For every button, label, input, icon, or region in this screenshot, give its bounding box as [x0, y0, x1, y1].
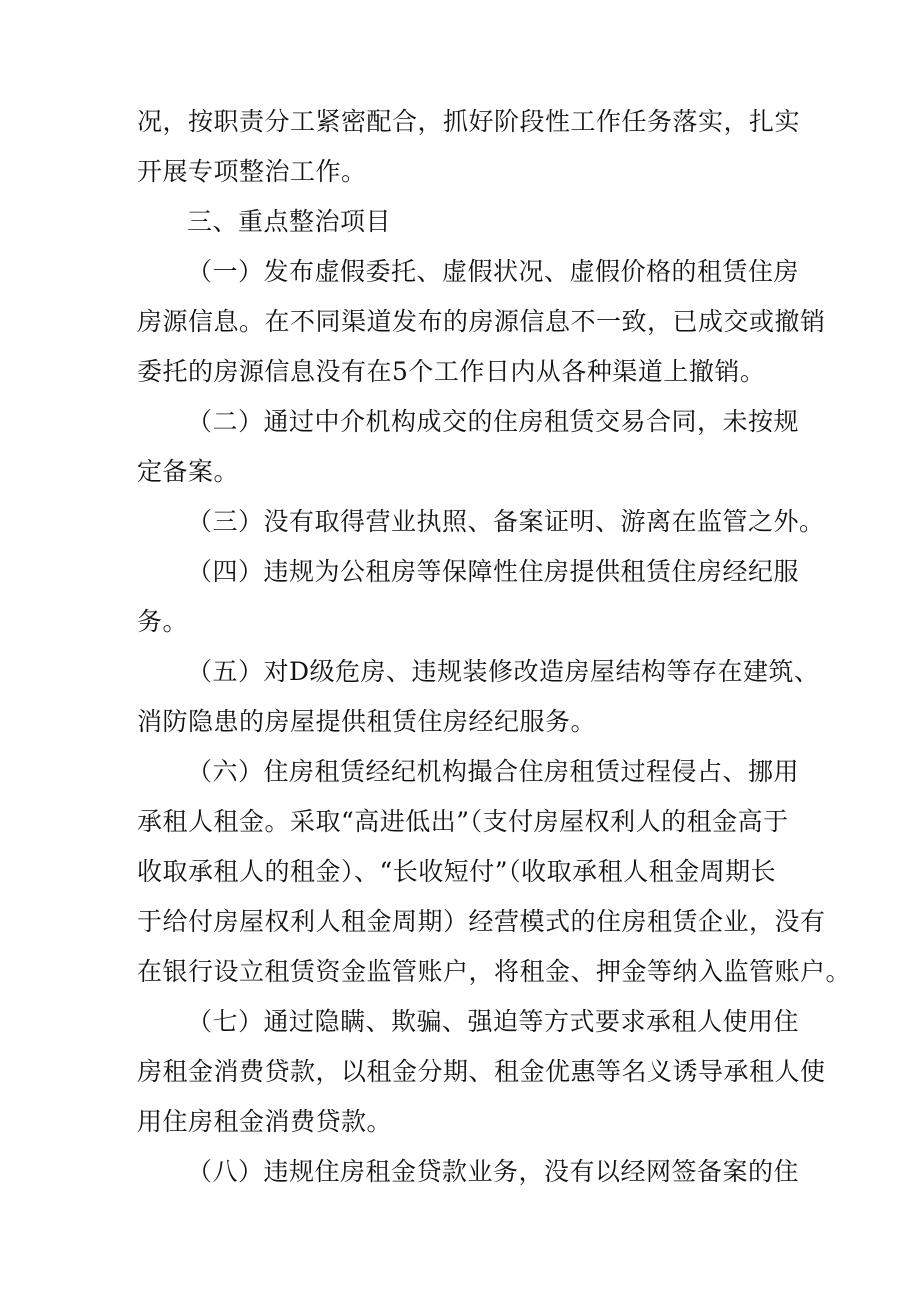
- paragraph-line: 承租人租金。采取“高进低出”（支付房屋权利人的租金高于: [137, 807, 789, 836]
- paragraph-line: （五）对D级危房、违规装修改造房屋结构等存在建筑、: [187, 657, 820, 686]
- paragraph-line: 用住房租金消费贷款。: [137, 1107, 393, 1136]
- paragraph-line: （八）违规住房租金贷款业务，没有以经网签备案的住: [187, 1157, 800, 1186]
- paragraph-line: （六）住房租赁经纪机构撮合住房租赁过程侵占、挪用: [187, 757, 800, 786]
- paragraph-line: （三）没有取得营业执照、备案证明、游离在监管之外。: [187, 507, 825, 536]
- paragraph-line: （二）通过中介机构成交的住房租赁交易合同，未按规: [187, 407, 800, 436]
- paragraph-line: （七）通过隐瞒、欺骗、强迫等方式要求承租人使用住: [187, 1007, 800, 1036]
- paragraph-line: 务。: [137, 607, 189, 636]
- paragraph-line: 定备案。: [137, 457, 240, 486]
- paragraph-line: （一）发布虚假委托、虚假状况、虚假价格的租赁住房: [187, 257, 800, 286]
- paragraph-line: 房租金消费贷款，以租金分期、租金优惠等名义诱导承租人使: [137, 1057, 826, 1086]
- paragraph-line: 委托的房源信息没有在5个工作日内从各种渠道上撤销。: [137, 357, 766, 386]
- paragraph-line: 在银行设立租赁资金监管账户，将租金、押金等纳入监管账户。: [137, 957, 852, 986]
- section-heading: 三、重点整治项目: [187, 207, 392, 236]
- paragraph-line: 收取承租人的租金）、“长收短付”（收取承租人租金周期长: [137, 857, 777, 886]
- paragraph-line: 况，按职责分工紧密配合，抓好阶段性工作任务落实，扎实: [137, 107, 801, 136]
- paragraph-line: 开展专项整治工作。: [137, 157, 367, 186]
- paragraph-line: 消防隐患的房屋提供租赁住房经纪服务。: [137, 707, 597, 736]
- paragraph-line: （四）违规为公租房等保障性住房提供租赁住房经纪服: [187, 557, 800, 586]
- paragraph-line: 于给付房屋权利人租金周期）经营模式的住房租赁企业，没有: [137, 907, 826, 936]
- paragraph-line: 房源信息。在不同渠道发布的房源信息不一致，已成交或撤销: [137, 307, 826, 336]
